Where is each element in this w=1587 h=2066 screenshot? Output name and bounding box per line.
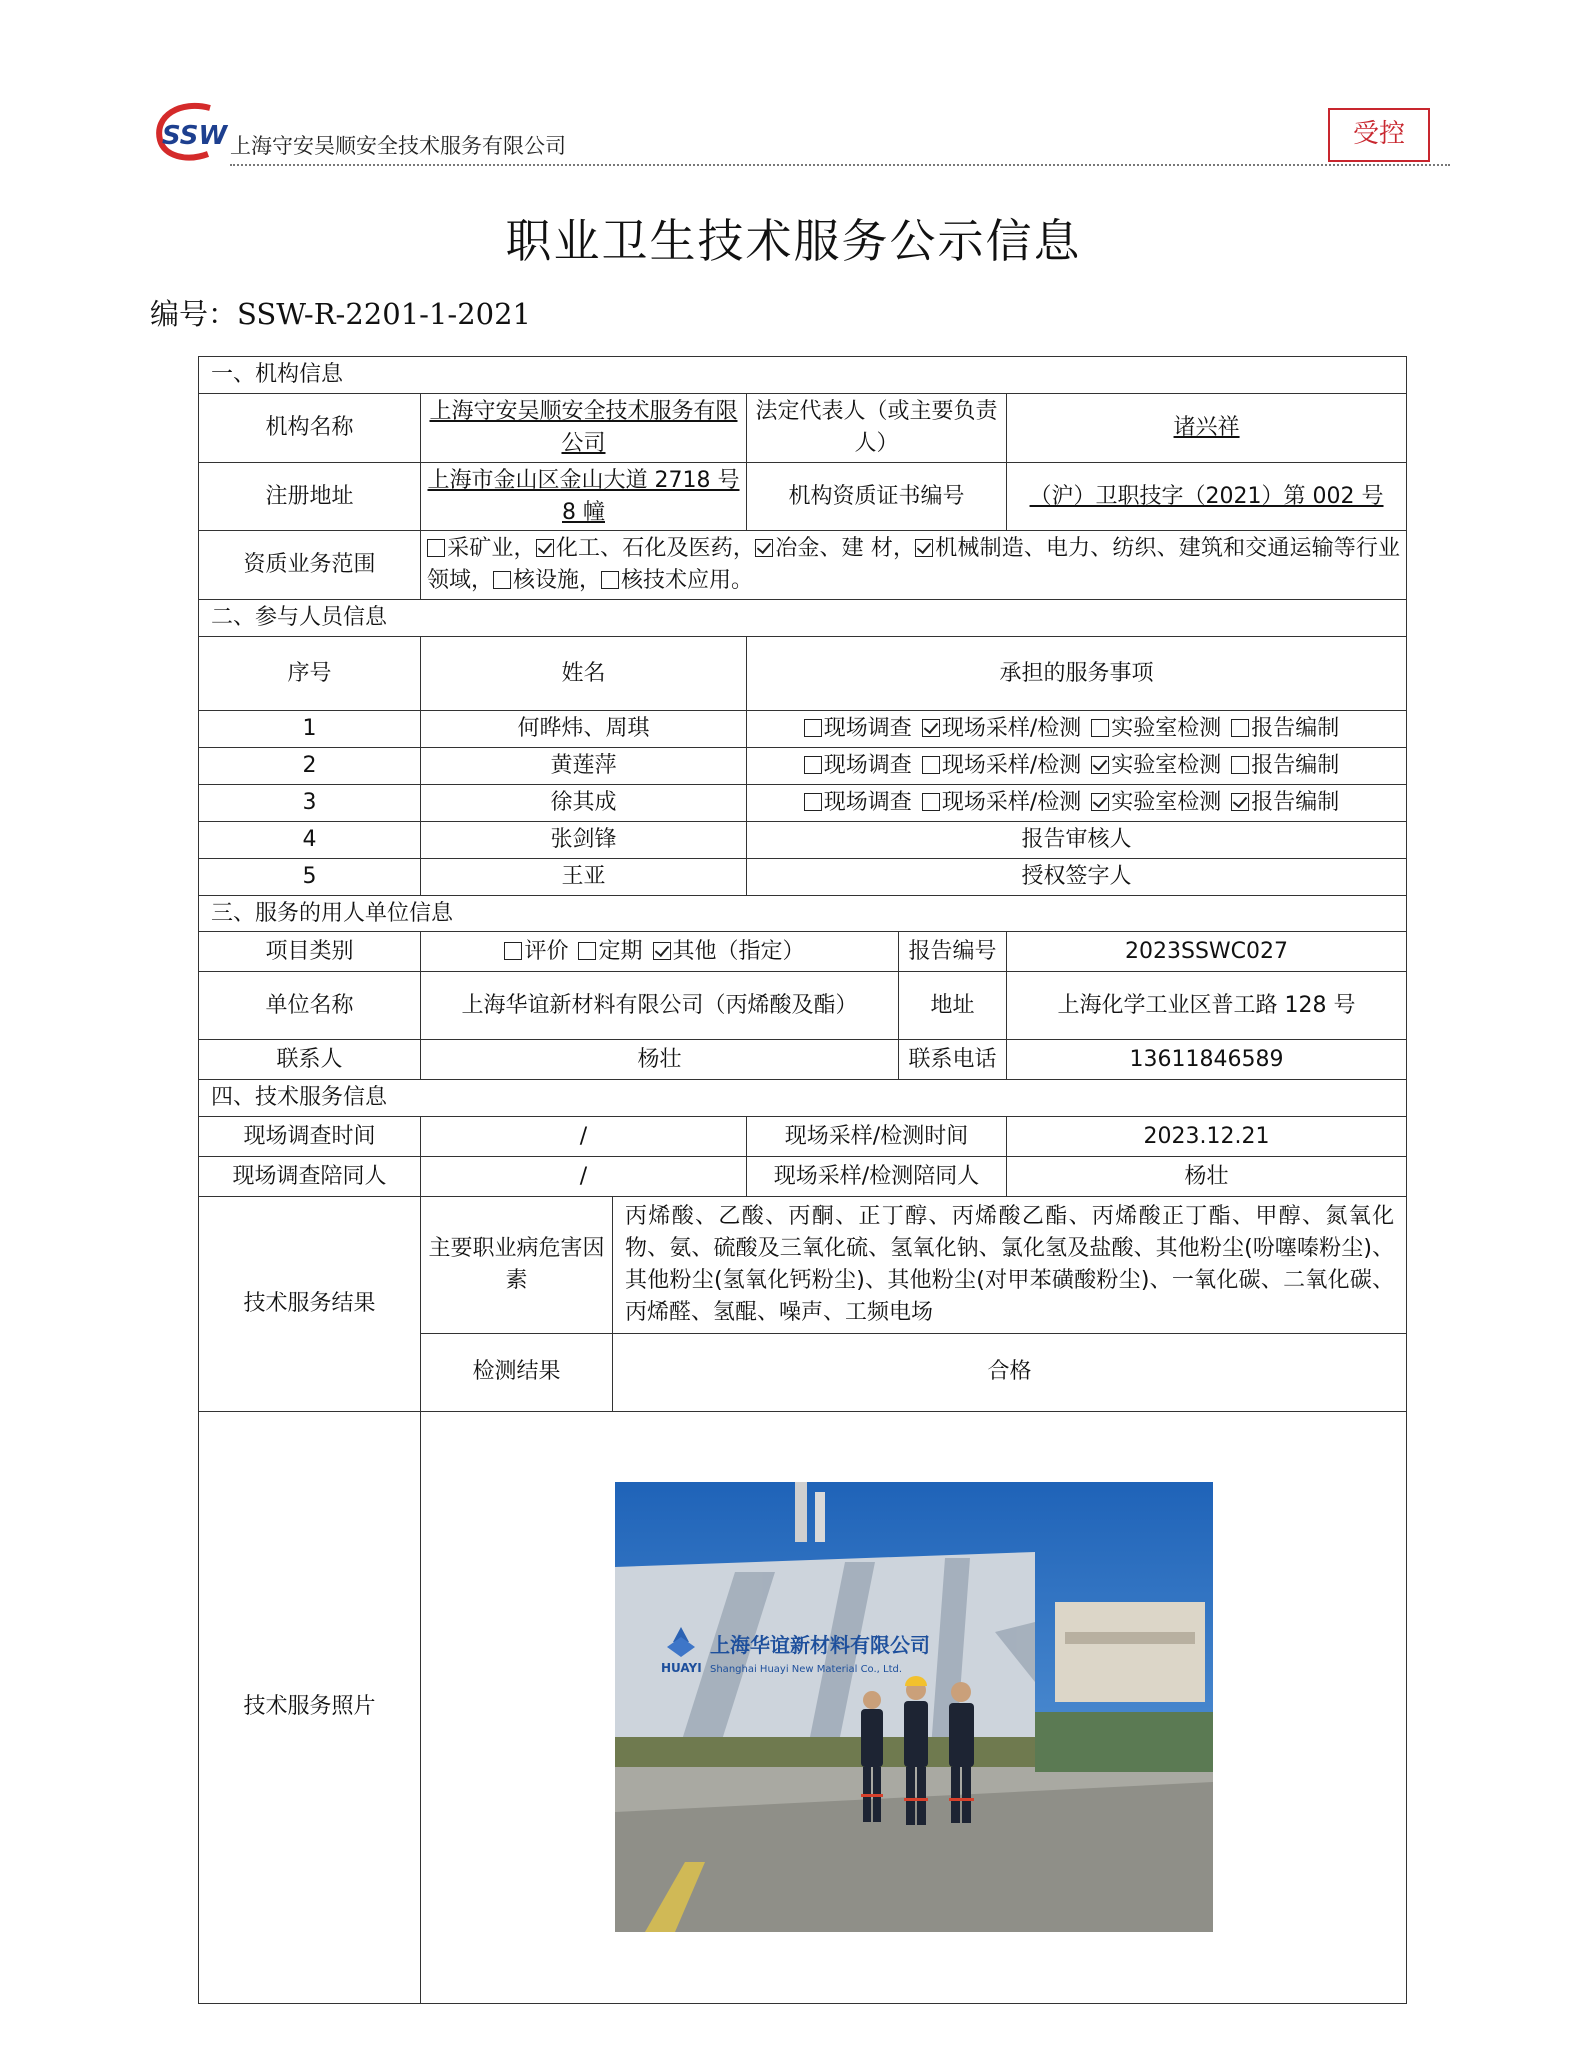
scope-value bbox=[421, 531, 1407, 600]
personnel-no: 5 bbox=[199, 858, 421, 895]
svg-text:Shanghai Huayi New Material Co: Shanghai Huayi New Material Co., Ltd. bbox=[709, 1664, 902, 1676]
scope-item bbox=[536, 536, 755, 561]
checkbox-empty-icon bbox=[1231, 756, 1249, 774]
project-type-options bbox=[421, 932, 899, 972]
checkbox-checked-icon bbox=[1091, 756, 1109, 774]
report-number-label: 报告编号 bbox=[899, 932, 1007, 972]
reg-address-value: 上海市金山区金山大道 2718 号 8 幢 bbox=[421, 462, 747, 531]
survey-escort-label: 现场调查陪同人 bbox=[199, 1157, 421, 1197]
section-personnel-title: 二、参与人员信息 bbox=[199, 600, 1407, 637]
cert-number-value: （沪）卫职技字（2021）第 002 号 bbox=[1007, 462, 1407, 531]
ssw-logo bbox=[150, 98, 230, 166]
scope-item bbox=[493, 568, 601, 593]
sampling-time-value: 2023.12.21 bbox=[1007, 1117, 1407, 1157]
unit-address-value: 上海化学工业区普工路 128 号 bbox=[1007, 972, 1407, 1040]
personnel-col-no: 序号 bbox=[199, 637, 421, 711]
checkbox-empty-icon bbox=[922, 756, 940, 774]
scope-item-label: 冶金、建 材， bbox=[775, 536, 916, 562]
company-header-name: 上海守安吴顺安全技术服务有限公司 bbox=[230, 134, 566, 158]
personnel-duty bbox=[747, 711, 1407, 748]
header-divider bbox=[230, 164, 1450, 166]
personnel-row bbox=[199, 711, 1407, 748]
hazard-value: 丙烯酸、乙酸、丙酮、正丁醇、丙烯酸乙酯、丙烯酸正丁酯、甲醇、氮氧化物、氨、硫酸及三氧化硫、氢氧化钠、氯化氢及盐酸、其他粉尘(吩噻嗪粉尘)、其他粉尘(氢氧化钙粉尘)、其他粉尘(对甲苯磺酸粉尘)、一氧化碳、二氧化碳、丙烯醛、氢醌、噪声、工频电场 bbox=[613, 1197, 1407, 1334]
project-type-option bbox=[653, 939, 805, 964]
personnel-name: 王亚 bbox=[421, 858, 747, 895]
checkbox-checked-icon bbox=[755, 539, 773, 557]
hazard-label: 主要职业病危害因素 bbox=[421, 1197, 613, 1334]
svg-text:SSW: SSW bbox=[162, 121, 228, 151]
service-result-label: 技术服务结果 bbox=[199, 1197, 421, 1412]
unit-name-value: 上海华谊新材料有限公司（丙烯酸及酯） bbox=[421, 972, 899, 1040]
scope-item bbox=[427, 536, 536, 561]
project-type-option-label: 定期 bbox=[598, 939, 643, 965]
phone-value: 13611846589 bbox=[1007, 1040, 1407, 1080]
duty-option-label: 现场调查 bbox=[823, 789, 912, 815]
section-client-title: 三、服务的用人单位信息 bbox=[199, 895, 1407, 932]
personnel-duty: 报告审核人 bbox=[747, 821, 1407, 858]
checkbox-empty-icon bbox=[804, 719, 822, 737]
duty-option bbox=[1231, 790, 1339, 815]
section-service-title: 四、技术服务信息 bbox=[199, 1080, 1407, 1117]
personnel-no: 4 bbox=[199, 821, 421, 858]
svg-text:HUAYI: HUAYI bbox=[660, 1661, 702, 1676]
duty-option-label: 实验室检测 bbox=[1111, 716, 1222, 742]
test-result-label: 检测结果 bbox=[421, 1333, 613, 1411]
personnel-name: 张剑锋 bbox=[421, 821, 747, 858]
duty-option-label: 现场采样/检测 bbox=[941, 716, 1082, 742]
contact-value: 杨壮 bbox=[421, 1040, 899, 1080]
project-type-option bbox=[578, 939, 642, 964]
phone-label: 联系电话 bbox=[899, 1040, 1007, 1080]
personnel-name: 何晔炜、周琪 bbox=[421, 711, 747, 748]
duty-option bbox=[1231, 753, 1339, 778]
duty-option bbox=[804, 790, 912, 815]
duty-option bbox=[922, 753, 1081, 778]
checkbox-checked-icon bbox=[1091, 793, 1109, 811]
page-header bbox=[150, 98, 1450, 168]
duty-option bbox=[1091, 716, 1221, 741]
project-type-option-label: 评价 bbox=[524, 939, 569, 965]
scope-item bbox=[601, 568, 753, 593]
duty-option-label: 实验室检测 bbox=[1111, 789, 1222, 815]
org-name-value: 上海守安吴顺安全技术服务有限公司 bbox=[421, 393, 747, 462]
personnel-rows bbox=[199, 711, 1407, 895]
scope-item-label: 机械制造、电力、纺织、建筑和交通运输等行业领域， bbox=[427, 536, 1401, 594]
test-result-value: 合格 bbox=[613, 1333, 1407, 1411]
personnel-row bbox=[199, 784, 1407, 821]
checkbox-checked-icon bbox=[1231, 793, 1249, 811]
sampling-escort-label: 现场采样/检测陪同人 bbox=[747, 1157, 1007, 1197]
duty-option bbox=[1091, 790, 1221, 815]
project-type-label: 项目类别 bbox=[199, 932, 421, 972]
duty-option-label: 现场采样/检测 bbox=[941, 789, 1082, 815]
checkbox-empty-icon bbox=[504, 942, 522, 960]
legal-rep-value: 诸兴祥 bbox=[1007, 393, 1407, 462]
controlled-stamp: 受控 bbox=[1328, 108, 1430, 162]
legal-rep-label: 法定代表人（或主要负责人） bbox=[747, 393, 1007, 462]
contact-label: 联系人 bbox=[199, 1040, 421, 1080]
sampling-escort-value: 杨壮 bbox=[1007, 1157, 1407, 1197]
personnel-no: 1 bbox=[199, 711, 421, 748]
duty-option bbox=[804, 716, 912, 741]
scope-item-label: 核设施， bbox=[513, 568, 602, 594]
personnel-row bbox=[199, 858, 1407, 895]
personnel-col-duty: 承担的服务事项 bbox=[747, 637, 1407, 711]
personnel-row bbox=[199, 821, 1407, 858]
duty-option-label: 现场采样/检测 bbox=[941, 753, 1082, 779]
checkbox-checked-icon bbox=[915, 539, 933, 557]
page-title: 职业卫生技术服务公示信息 bbox=[505, 214, 1082, 268]
duty-option-label: 报告编制 bbox=[1251, 753, 1340, 779]
section-org-title: 一、机构信息 bbox=[199, 357, 1407, 394]
personnel-duty bbox=[747, 784, 1407, 821]
personnel-no: 2 bbox=[199, 748, 421, 785]
duty-option bbox=[804, 753, 912, 778]
project-type-option-label: 其他（指定） bbox=[672, 939, 805, 965]
service-photo bbox=[615, 1482, 1213, 1932]
checkbox-empty-icon bbox=[804, 793, 822, 811]
checkbox-empty-icon bbox=[493, 571, 511, 589]
duty-option-label: 现场调查 bbox=[823, 716, 912, 742]
duty-option-label: 报告编制 bbox=[1251, 716, 1340, 742]
info-table bbox=[198, 356, 1407, 2004]
duty-option-label: 实验室检测 bbox=[1111, 753, 1222, 779]
sampling-time-label: 现场采样/检测时间 bbox=[747, 1117, 1007, 1157]
personnel-name: 徐其成 bbox=[421, 784, 747, 821]
duty-option-label: 报告编制 bbox=[1251, 789, 1340, 815]
checkbox-checked-icon bbox=[536, 539, 554, 557]
unit-address-label: 地址 bbox=[899, 972, 1007, 1040]
survey-escort-value: / bbox=[421, 1157, 747, 1197]
scope-item bbox=[755, 536, 915, 561]
report-number-value: 2023SSWC027 bbox=[1007, 932, 1407, 972]
checkbox-empty-icon bbox=[601, 571, 619, 589]
personnel-duty bbox=[747, 748, 1407, 785]
duty-option-label: 现场调查 bbox=[823, 753, 912, 779]
checkbox-empty-icon bbox=[578, 942, 596, 960]
scope-item-label: 采矿业， bbox=[447, 536, 536, 562]
personnel-duty: 授权签字人 bbox=[747, 858, 1407, 895]
scope-label: 资质业务范围 bbox=[199, 531, 421, 600]
personnel-name: 黄莲萍 bbox=[421, 748, 747, 785]
reg-address-label: 注册地址 bbox=[199, 462, 421, 531]
checkbox-checked-icon bbox=[653, 942, 671, 960]
photo-cell bbox=[421, 1411, 1407, 2003]
document-number: 编号：SSW-R-2201-1-2021 bbox=[150, 297, 532, 331]
project-type-option bbox=[504, 939, 568, 964]
scope-item-label: 化工、石化及医药， bbox=[555, 536, 756, 562]
survey-time-value: / bbox=[421, 1117, 747, 1157]
personnel-no: 3 bbox=[199, 784, 421, 821]
survey-time-label: 现场调查时间 bbox=[199, 1117, 421, 1157]
checkbox-empty-icon bbox=[804, 756, 822, 774]
duty-option bbox=[922, 790, 1081, 815]
checkbox-empty-icon bbox=[1091, 719, 1109, 737]
cert-number-label: 机构资质证书编号 bbox=[747, 462, 1007, 531]
duty-option bbox=[1091, 753, 1221, 778]
scope-item-label: 核技术应用。 bbox=[621, 568, 754, 594]
checkbox-empty-icon bbox=[427, 539, 445, 557]
checkbox-checked-icon bbox=[922, 719, 940, 737]
duty-option bbox=[1231, 716, 1339, 741]
svg-text:上海华谊新材料有限公司: 上海华谊新材料有限公司 bbox=[709, 1633, 930, 1658]
personnel-row bbox=[199, 748, 1407, 785]
org-name-label: 机构名称 bbox=[199, 393, 421, 462]
checkbox-empty-icon bbox=[1231, 719, 1249, 737]
personnel-col-name: 姓名 bbox=[421, 637, 747, 711]
unit-name-label: 单位名称 bbox=[199, 972, 421, 1040]
checkbox-empty-icon bbox=[922, 793, 940, 811]
photo-label: 技术服务照片 bbox=[199, 1411, 421, 2003]
duty-option bbox=[922, 716, 1081, 741]
